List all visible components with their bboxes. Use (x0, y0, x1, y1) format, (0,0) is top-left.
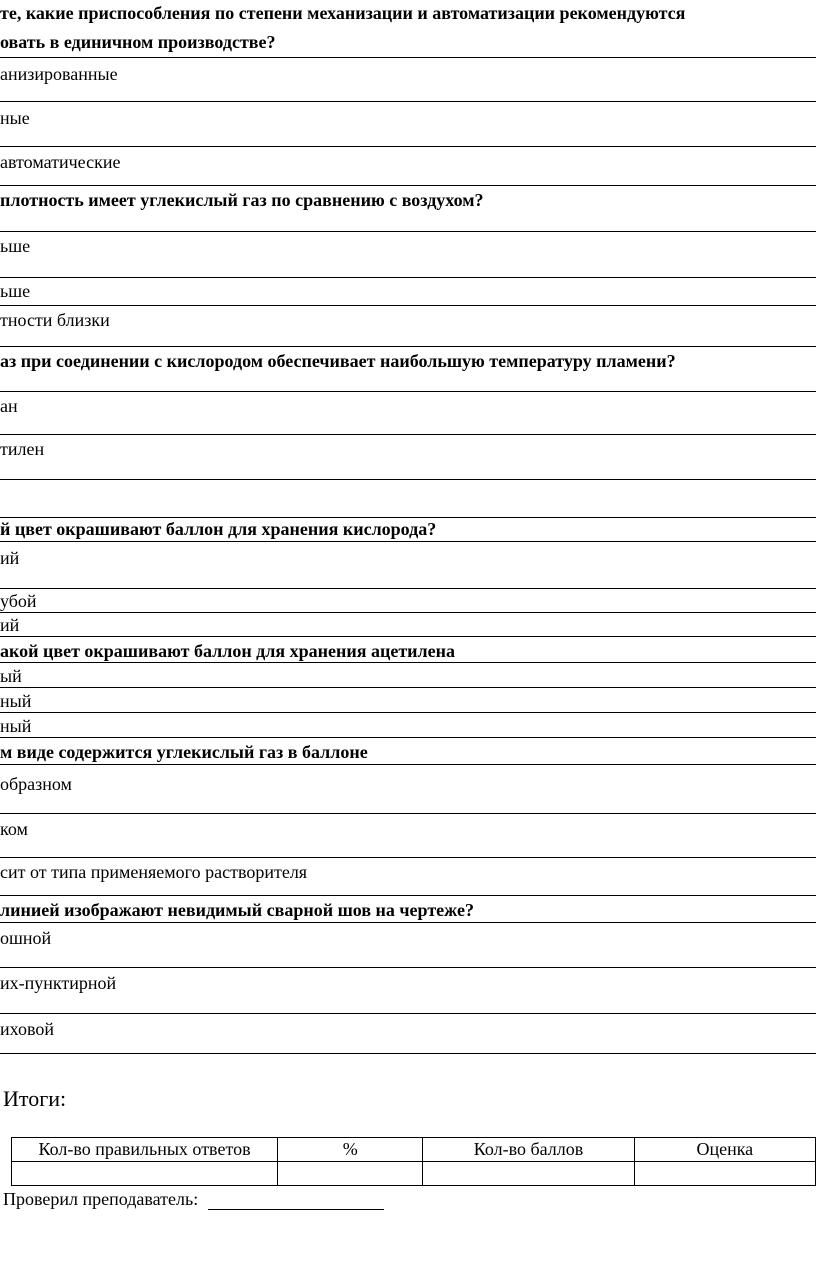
answer-7-3: иховой (0, 1014, 816, 1054)
answer-3-1: ан (0, 392, 816, 435)
question-1-line-2: овать в единичном производстве? (0, 32, 276, 52)
answer-4-3: ий (0, 613, 816, 637)
header-points: Кол-во баллов (423, 1138, 634, 1162)
answer-2-1: ьше (0, 232, 816, 278)
answer-7-2: их-пунктирной (0, 968, 816, 1014)
value-correct-count[interactable] (12, 1162, 278, 1186)
answer-6-1: образном (0, 765, 816, 814)
answer-2-2: ьше (0, 278, 816, 306)
question-1-line-1: те, какие приспособления по степени механизации и автоматизации рекомендуются (0, 3, 686, 23)
results-header-row (12, 1138, 816, 1162)
answer-5-1: ый (0, 663, 816, 688)
answer-1-3: автоматические (0, 147, 816, 186)
question-3: аз при соединении с кислородом обеспечивает наибольшую температуру пламени? (0, 347, 816, 392)
results-value-row (12, 1162, 816, 1186)
question-1 (0, 0, 816, 58)
answer-1-1: анизированные (0, 58, 816, 102)
answer-4-1: ий (0, 542, 816, 589)
answer-4-2: убой (0, 589, 816, 613)
results-table (11, 1137, 816, 1186)
checked-by-label: Проверил преподаватель: (3, 1189, 199, 1209)
answer-6-2: ком (0, 814, 816, 858)
header-percent: % (278, 1138, 423, 1162)
question-6: м виде содержится углекислый газ в баллоне (0, 738, 816, 765)
question-5: акой цвет окрашивают баллон для хранения ацетилена (0, 637, 816, 663)
answer-5-2: ный (0, 688, 816, 713)
question-2: плотность имеет углекислый газ по сравнению с воздухом? (0, 186, 816, 232)
answer-3-3 (0, 480, 816, 518)
summary-title: Итоги: (3, 1086, 67, 1111)
checked-by (3, 1189, 384, 1210)
value-percent[interactable] (278, 1162, 423, 1186)
answer-2-3: тности близки (0, 306, 816, 347)
answer-6-3: сит от типа применяемого растворителя (0, 858, 816, 896)
header-correct-count: Кол-во правильных ответов (12, 1138, 278, 1162)
answer-7-1: ошной (0, 923, 816, 968)
answer-3-2: тилен (0, 435, 816, 480)
question-7: линией изображают невидимый сварной шов на чертеже? (0, 896, 816, 923)
value-grade[interactable] (634, 1162, 815, 1186)
header-grade: Оценка (634, 1138, 815, 1162)
signature-line[interactable] (208, 1191, 384, 1210)
value-points[interactable] (423, 1162, 634, 1186)
answer-5-3: ный (0, 713, 816, 738)
answer-1-2: ные (0, 102, 816, 147)
question-4: й цвет окрашивают баллон для хранения кислорода? (0, 518, 816, 542)
